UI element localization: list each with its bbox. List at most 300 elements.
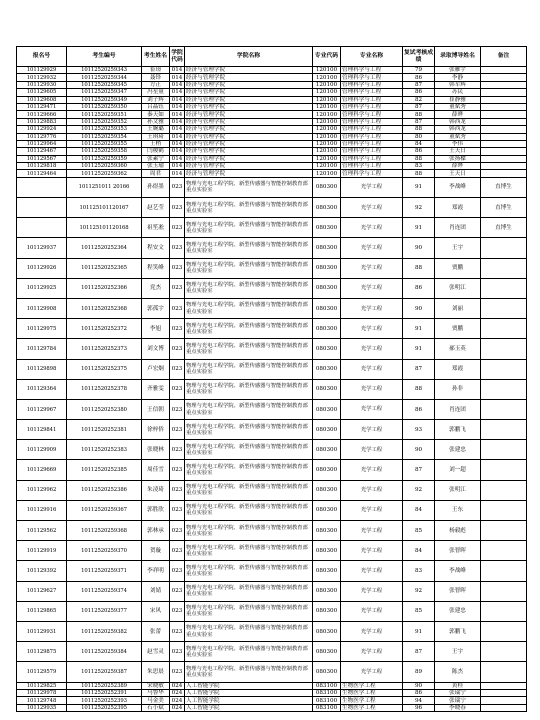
cell-major-name: 光学工程 <box>341 218 403 238</box>
cell-registration-no: 101129579 <box>17 662 67 682</box>
cell-name: 郭胜欣 <box>142 500 170 520</box>
cell-candidate-id: 10112520259350 <box>67 103 142 110</box>
table-row <box>17 111 527 118</box>
cell-major-name: 光学工程 <box>341 662 403 682</box>
cell-remarks <box>481 704 527 711</box>
cell-major-code: 080300 <box>313 298 341 318</box>
cell-registration-no: 101129908 <box>17 298 67 318</box>
cell-remarks <box>481 689 527 696</box>
cell-major-code: 080300 <box>313 278 341 298</box>
cell-name: 程安文 <box>142 238 170 258</box>
cell-major-name: 管理科学与工程 <box>341 133 403 140</box>
cell-major-code: 120100 <box>313 148 341 155</box>
cell-registration-no: 101129964 <box>17 140 67 147</box>
cell-name: 闫稷鹤 <box>142 148 170 155</box>
cell-major-name: 管理科学与工程 <box>341 148 403 155</box>
cell-college-code: 023 <box>170 460 185 480</box>
cell-remarks <box>481 460 527 480</box>
cell-college-name: 经济与管理学院 <box>185 126 313 133</box>
table-row <box>17 642 527 662</box>
cell-college-name: 人工智能学院 <box>185 704 313 711</box>
cell-college-code: 023 <box>170 480 185 500</box>
cell-supervisor: 董斌秀 <box>435 133 481 140</box>
cell-college-code: 024 <box>170 697 185 704</box>
cell-score: 86 <box>403 399 435 419</box>
cell-candidate-id: 10112520259360 <box>67 163 142 170</box>
cell-supervisor: 张扬樑 <box>435 155 481 162</box>
cell-college-name: 物理与光电工程学院、新型传感器与智能控制教育部重点实验室 <box>185 278 313 298</box>
cell-registration-no: 101129471 <box>17 103 67 110</box>
admission-table <box>16 46 527 712</box>
cell-name: 马鲁华 <box>142 689 170 696</box>
cell-remarks <box>481 163 527 170</box>
cell-remarks <box>481 561 527 581</box>
cell-registration-no: 101129925 <box>17 278 67 298</box>
header-major-code: 专业代码 <box>313 47 341 67</box>
cell-college-code: 023 <box>170 177 185 197</box>
cell-name: 张玉瑜 <box>142 163 170 170</box>
cell-major-code: 080300 <box>313 642 341 662</box>
cell-major-name: 光学工程 <box>341 359 403 379</box>
cell-remarks <box>481 480 527 500</box>
cell-score: 91 <box>403 339 435 359</box>
cell-candidate-id: 10112520252380 <box>67 399 142 419</box>
cell-supervisor: 杨毅彪 <box>435 521 481 541</box>
cell-registration-no: 101129930 <box>17 81 67 88</box>
cell-score: 91 <box>403 621 435 641</box>
cell-name: 张晓林 <box>142 440 170 460</box>
cell-college-name: 物理与光电工程学院、新型传感器与智能控制教育部重点实验室 <box>185 460 313 480</box>
cell-major-name: 光学工程 <box>341 601 403 621</box>
cell-supervisor: 王东 <box>435 500 481 520</box>
cell-major-code: 120100 <box>313 96 341 103</box>
table-row <box>17 140 527 147</box>
cell-major-code: 080300 <box>313 420 341 440</box>
cell-college-name: 经济与管理学院 <box>185 96 313 103</box>
cell-registration-no: 101129883 <box>17 118 67 125</box>
cell-major-code: 080300 <box>313 460 341 480</box>
cell-major-name: 管理科学与工程 <box>341 74 403 81</box>
cell-candidate-id: 10112520252366 <box>67 278 142 298</box>
cell-score: 92 <box>403 581 435 601</box>
table-row <box>17 541 527 561</box>
cell-score: 90 <box>403 238 435 258</box>
cell-registration-no <box>17 177 67 197</box>
cell-candidate-id: 10112520252393 <box>67 697 142 704</box>
cell-score: 86 <box>403 148 435 155</box>
cell-supervisor: 李战峰 <box>435 177 481 197</box>
cell-score: 84 <box>403 500 435 520</box>
cell-remarks <box>481 682 527 689</box>
cell-major-code: 083100 <box>313 682 341 689</box>
table-row <box>17 601 527 621</box>
table-row <box>17 480 527 500</box>
cell-name: 聂铎 <box>142 74 170 81</box>
cell-major-name: 生物医学工程 <box>341 697 403 704</box>
cell-major-name: 管理科学与工程 <box>341 163 403 170</box>
cell-remarks <box>481 67 527 74</box>
cell-score: 86 <box>403 278 435 298</box>
cell-candidate-id: 10112520252386 <box>67 480 142 500</box>
cell-college-code: 014 <box>170 111 185 118</box>
cell-registration-no: 101129898 <box>17 359 67 379</box>
cell-major-name: 管理科学与工程 <box>341 96 403 103</box>
table-row <box>17 198 527 218</box>
header-remarks: 备注 <box>481 47 527 67</box>
cell-candidate-id: 10112520252375 <box>67 359 142 379</box>
cell-score: 80 <box>403 133 435 140</box>
cell-major-name: 光学工程 <box>341 298 403 318</box>
cell-college-code: 023 <box>170 379 185 399</box>
table-row <box>17 89 527 96</box>
cell-remarks <box>481 601 527 621</box>
cell-name: 孙文雅 <box>142 118 170 125</box>
cell-supervisor: 张瑞宁 <box>435 697 481 704</box>
cell-candidate-id: 10112520259387 <box>67 662 142 682</box>
cell-registration-no: 101129865 <box>17 601 67 621</box>
cell-major-name: 光学工程 <box>341 258 403 278</box>
cell-score: 87 <box>403 642 435 662</box>
cell-registration-no: 101129562 <box>17 521 67 541</box>
cell-name: 宋风 <box>142 601 170 621</box>
cell-major-code: 120100 <box>313 155 341 162</box>
cell-registration-no: 101129975 <box>17 319 67 339</box>
cell-major-name: 生物医学工程 <box>341 689 403 696</box>
cell-college-name: 物理与光电工程学院、新型传感器与智能控制教育部重点实验室 <box>185 420 313 440</box>
cell-name: 方正 <box>142 81 170 88</box>
cell-score: 94 <box>403 697 435 704</box>
cell-college-code: 023 <box>170 541 185 561</box>
cell-major-code: 080300 <box>313 359 341 379</box>
cell-major-code: 080300 <box>313 258 341 278</box>
cell-name: 宋晓敏 <box>142 682 170 689</box>
cell-major-code: 120100 <box>313 111 341 118</box>
cell-candidate-id: 10112520259377 <box>67 601 142 621</box>
cell-major-code: 080300 <box>313 339 341 359</box>
table-row <box>17 500 527 520</box>
cell-college-code: 023 <box>170 662 185 682</box>
cell-major-name: 生物医学工程 <box>341 704 403 711</box>
cell-college-code: 024 <box>170 689 185 696</box>
cell-remarks <box>481 111 527 118</box>
cell-registration-no: 101129825 <box>17 682 67 689</box>
cell-college-name: 经济与管理学院 <box>185 81 313 88</box>
cell-registration-no: 101129567 <box>17 155 67 162</box>
cell-major-name: 光学工程 <box>341 379 403 399</box>
cell-name: 张蕾 <box>142 621 170 641</box>
cell-major-name: 光学工程 <box>341 177 403 197</box>
cell-major-name: 管理科学与工程 <box>341 89 403 96</box>
header-name: 考生姓名 <box>142 47 170 67</box>
cell-registration-no: 101129967 <box>17 399 67 419</box>
cell-score: 88 <box>403 126 435 133</box>
cell-remarks <box>481 278 527 298</box>
cell-college-name: 物理与光电工程学院、新型传感器与智能控制教育部重点实验室 <box>185 319 313 339</box>
cell-major-code: 080300 <box>313 379 341 399</box>
cell-major-code: 080300 <box>313 601 341 621</box>
cell-college-name: 物理与光电工程学院、新型传感器与智能控制教育部重点实验室 <box>185 561 313 581</box>
cell-registration-no: 101129627 <box>17 581 67 601</box>
cell-college-code: 023 <box>170 399 185 419</box>
cell-supervisor: 王宇 <box>435 642 481 662</box>
cell-college-code: 014 <box>170 81 185 88</box>
cell-college-code: 023 <box>170 440 185 460</box>
cell-major-name: 光学工程 <box>341 480 403 500</box>
cell-score: 86 <box>403 74 435 81</box>
cell-candidate-id: 10112520252391 <box>67 689 142 696</box>
cell-remarks <box>481 339 527 359</box>
cell-major-code: 080300 <box>313 319 341 339</box>
cell-supervisor: 李晓春 <box>435 704 481 711</box>
cell-college-name: 经济与管理学院 <box>185 89 313 96</box>
cell-major-code: 080300 <box>313 581 341 601</box>
cell-supervisor: 张智晖 <box>435 581 481 601</box>
cell-candidate-id: 10112520259344 <box>67 74 142 81</box>
cell-college-name: 物理与光电工程学院、新型传感器与智能控制教育部重点实验室 <box>185 581 313 601</box>
table-row <box>17 177 527 197</box>
cell-major-name: 光学工程 <box>341 399 403 419</box>
cell-registration-no: 101129818 <box>17 163 67 170</box>
cell-name: 徐梓侨 <box>142 420 170 440</box>
cell-major-name: 光学工程 <box>341 642 403 662</box>
cell-major-name: 管理科学与工程 <box>341 111 403 118</box>
cell-name: 郭林承 <box>142 521 170 541</box>
cell-major-code: 080300 <box>313 521 341 541</box>
cell-college-code: 023 <box>170 561 185 581</box>
cell-college-code: 023 <box>170 258 185 278</box>
cell-candidate-id: 10112520259362 <box>67 170 142 177</box>
cell-major-code: 083100 <box>313 704 341 711</box>
cell-candidate-id: 10112520259368 <box>67 521 142 541</box>
cell-major-name: 管理科学与工程 <box>341 67 403 74</box>
cell-registration-no: 101129464 <box>17 170 67 177</box>
cell-supervisor: 肖连团 <box>435 218 481 238</box>
cell-name: 郭孤宇 <box>142 298 170 318</box>
cell-remarks <box>481 621 527 641</box>
cell-score: 87 <box>403 359 435 379</box>
cell-name: 张素宁 <box>142 155 170 162</box>
cell-supervisor: 郭鹏飞 <box>435 621 481 641</box>
cell-remarks: 直博生 <box>481 198 527 218</box>
cell-remarks <box>481 238 527 258</box>
cell-supervisor: 王天日 <box>435 148 481 155</box>
cell-remarks <box>481 298 527 318</box>
cell-major-name: 管理科学与工程 <box>341 155 403 162</box>
cell-major-name: 管理科学与工程 <box>341 126 403 133</box>
cell-name: 孙煜墨 <box>142 177 170 197</box>
cell-candidate-id: 10112520252365 <box>67 258 142 278</box>
cell-major-code: 120100 <box>313 118 341 125</box>
cell-score: 92 <box>403 198 435 218</box>
cell-supervisor: 郑霞 <box>435 359 481 379</box>
table-row <box>17 298 527 318</box>
cell-registration-no: 101129937 <box>17 238 67 258</box>
cell-remarks <box>481 581 527 601</box>
cell-remarks <box>481 642 527 662</box>
cell-registration-no <box>17 198 67 218</box>
cell-supervisor: 王宇 <box>435 238 481 258</box>
table-row <box>17 238 527 258</box>
cell-name: 卢宏炯 <box>142 359 170 379</box>
cell-candidate-id: 1011251011 20166 <box>67 177 142 197</box>
cell-registration-no: 101129776 <box>17 133 67 140</box>
cell-candidate-id: 10112520252383 <box>67 440 142 460</box>
cell-candidate-id: 10112520259358 <box>67 148 142 155</box>
cell-registration-no: 101129919 <box>17 541 67 561</box>
cell-major-name: 光学工程 <box>341 339 403 359</box>
table-row <box>17 126 527 133</box>
cell-candidate-id: 10112520252385 <box>67 460 142 480</box>
cell-remarks <box>481 89 527 96</box>
cell-college-code: 014 <box>170 96 185 103</box>
cell-remarks <box>481 126 527 133</box>
cell-college-name: 物理与光电工程学院、新型传感器与智能控制教育部重点实验室 <box>185 662 313 682</box>
table-row <box>17 399 527 419</box>
cell-score: 91 <box>403 218 435 238</box>
cell-candidate-id: 10112520252395 <box>67 704 142 711</box>
cell-college-code: 014 <box>170 126 185 133</box>
table-row <box>17 379 527 399</box>
table-row <box>17 148 527 155</box>
cell-score: 85 <box>403 601 435 621</box>
cell-registration-no: 101129841 <box>17 420 67 440</box>
cell-supervisor: 郑霞 <box>435 198 481 218</box>
cell-registration-no: 101129932 <box>17 74 67 81</box>
admission-sheet <box>16 46 526 712</box>
cell-remarks <box>481 140 527 147</box>
table-row <box>17 521 527 541</box>
cell-remarks <box>481 500 527 520</box>
cell-score: 91 <box>403 319 435 339</box>
table-row <box>17 74 527 81</box>
cell-score: 87 <box>403 460 435 480</box>
cell-college-code: 023 <box>170 359 185 379</box>
cell-supervisor: 肖连团 <box>435 399 481 419</box>
cell-major-name: 光学工程 <box>341 420 403 440</box>
cell-score: 90 <box>403 682 435 689</box>
cell-candidate-id: 10112520252373 <box>67 339 142 359</box>
cell-major-code: 080300 <box>313 561 341 581</box>
cell-supervisor: 郝玉英 <box>435 339 481 359</box>
cell-supervisor: 张智晖 <box>435 541 481 561</box>
cell-score: 83 <box>403 163 435 170</box>
cell-remarks <box>481 170 527 177</box>
cell-college-name: 物理与光电工程学院、新型传感器与智能控制教育部重点实验室 <box>185 399 313 419</box>
cell-name: 赵艺莹 <box>142 198 170 218</box>
cell-score: 82 <box>403 96 435 103</box>
cell-college-name: 物理与光电工程学院、新型传感器与智能控制教育部重点实验室 <box>185 521 313 541</box>
cell-major-name: 管理科学与工程 <box>341 81 403 88</box>
cell-candidate-id: 10112520259370 <box>67 541 142 561</box>
table-row <box>17 581 527 601</box>
cell-candidate-id: 10112520252372 <box>67 319 142 339</box>
table-row <box>17 339 527 359</box>
cell-name: 王信朝 <box>142 399 170 419</box>
table-row <box>17 689 527 696</box>
cell-major-name: 光学工程 <box>341 460 403 480</box>
cell-major-name: 光学工程 <box>341 238 403 258</box>
cell-college-code: 014 <box>170 67 185 74</box>
cell-score: 79 <box>403 67 435 74</box>
table-row <box>17 258 527 278</box>
cell-candidate-id: 10112520252368 <box>67 298 142 318</box>
cell-score: 88 <box>403 379 435 399</box>
header-score: 复试考核成绩 <box>403 47 435 67</box>
cell-name: 王梢 <box>142 140 170 147</box>
cell-candidate-id: 10112520259382 <box>67 621 142 641</box>
cell-registration-no: 101129666 <box>17 111 67 118</box>
cell-name: 王琪琦 <box>142 133 170 140</box>
cell-college-code: 023 <box>170 500 185 520</box>
cell-remarks: 直博生 <box>481 218 527 238</box>
cell-score: 84 <box>403 541 435 561</box>
table-row <box>17 319 527 339</box>
cell-college-code: 014 <box>170 74 185 81</box>
cell-college-code: 023 <box>170 238 185 258</box>
cell-score: 88 <box>403 258 435 278</box>
cell-major-name: 光学工程 <box>341 278 403 298</box>
cell-major-code: 120100 <box>313 126 341 133</box>
cell-major-code: 080300 <box>313 218 341 238</box>
cell-remarks <box>481 103 527 110</box>
cell-college-name: 物理与光电工程学院、新型传感器与智能控制教育部重点实验室 <box>185 177 313 197</box>
cell-supervisor: 韩军辉 <box>435 81 481 88</box>
cell-major-name: 光学工程 <box>341 500 403 520</box>
cell-name: 祖笙凇 <box>142 218 170 238</box>
cell-registration-no: 101129784 <box>17 339 67 359</box>
cell-remarks <box>481 74 527 81</box>
cell-college-name: 经济与管理学院 <box>185 148 313 155</box>
table-row <box>17 133 527 140</box>
cell-college-code: 023 <box>170 198 185 218</box>
cell-registration-no: 101129467 <box>17 148 67 155</box>
cell-college-code: 023 <box>170 621 185 641</box>
cell-college-name: 经济与管理学院 <box>185 133 313 140</box>
cell-major-code: 080300 <box>313 198 341 218</box>
cell-candidate-id: 10112520259345 <box>67 81 142 88</box>
cell-college-code: 023 <box>170 521 185 541</box>
cell-college-code: 023 <box>170 420 185 440</box>
cell-supervisor: 李静 <box>435 74 481 81</box>
cell-college-code: 023 <box>170 319 185 339</box>
cell-college-name: 物理与光电工程学院、新型传感器与智能控制教育部重点实验室 <box>185 258 313 278</box>
cell-score: 87 <box>403 81 435 88</box>
cell-supervisor: 薛晔 <box>435 163 481 170</box>
cell-supervisor: 张瑞宁 <box>435 689 481 696</box>
cell-major-code: 120100 <box>313 170 341 177</box>
table-row <box>17 621 527 641</box>
cell-supervisor: 黄桂 <box>435 682 481 689</box>
table-row <box>17 460 527 480</box>
cell-major-name: 管理科学与工程 <box>341 103 403 110</box>
cell-college-name: 人工智能学院 <box>185 682 313 689</box>
cell-supervisor: 贾鹏 <box>435 258 481 278</box>
cell-name: 程笑峰 <box>142 258 170 278</box>
cell-supervisor: 韩西龙 <box>435 118 481 125</box>
cell-major-code: 080300 <box>313 621 341 641</box>
cell-college-name: 物理与光电工程学院、新型传感器与智能控制教育部重点实验室 <box>185 339 313 359</box>
cell-college-name: 经济与管理学院 <box>185 155 313 162</box>
cell-supervisor: 刘丽 <box>435 298 481 318</box>
cell-major-code: 120100 <box>313 74 341 81</box>
cell-remarks <box>481 697 527 704</box>
cell-major-code: 080300 <box>313 177 341 197</box>
cell-college-code: 014 <box>170 103 185 110</box>
cell-candidate-id: 10112520259359 <box>67 155 142 162</box>
cell-name: 刘婧 <box>142 581 170 601</box>
cell-name: 刘子辉 <box>142 96 170 103</box>
cell-college-code: 014 <box>170 148 185 155</box>
